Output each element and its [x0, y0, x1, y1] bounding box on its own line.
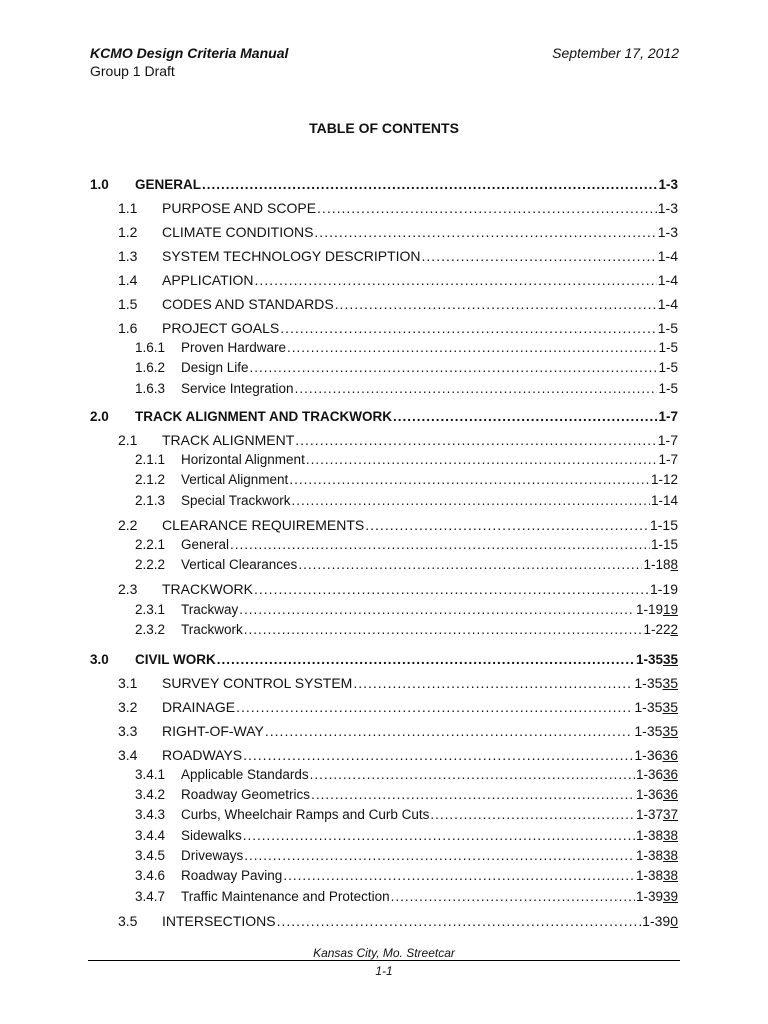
toc-entry-title: GENERAL [135, 177, 202, 192]
toc-entry-title: Traffic Maintenance and Protection [181, 889, 390, 904]
document-date: September 17, 2012 [552, 45, 679, 61]
toc-entry-number: 1.6.2 [135, 360, 166, 375]
toc-entry[interactable] [135, 471, 678, 489]
toc-entry[interactable] [135, 339, 678, 357]
toc-entry-page-revision: 36 [662, 767, 678, 782]
toc-entry-title: Trackwork [181, 622, 243, 637]
toc-entry-page-revision: 35 [662, 675, 678, 691]
toc-dot-leader [335, 295, 657, 313]
toc-entry[interactable] [118, 516, 678, 534]
toc-entry-number: 3.4.4 [135, 828, 166, 843]
toc-dot-leader [243, 746, 633, 764]
toc-entry-number: 2.2 [118, 517, 138, 533]
toc-entry-page: 1-18 [643, 557, 671, 572]
toc-entry-page: 1-14 [650, 493, 678, 508]
toc-entry-page: 1-38 [635, 848, 663, 863]
toc-entry[interactable] [118, 746, 678, 764]
toc-entry-page: 1-39 [635, 889, 663, 904]
toc-entry[interactable] [118, 912, 678, 930]
toc-dot-leader [393, 408, 658, 426]
footer-page-number: 1-1 [375, 964, 393, 978]
toc-entry-page: 1-35 [634, 723, 663, 739]
toc-dot-leader [353, 674, 633, 692]
toc-entry-number: 1.6.3 [135, 381, 166, 396]
toc-entry-number: 3.0 [90, 652, 109, 667]
toc-entry-title: DRAINAGE [162, 699, 236, 715]
toc-entry-number: 3.4.1 [135, 767, 166, 782]
toc-entry-number: 1.0 [90, 177, 109, 192]
toc-entry-page-revision: 0 [670, 913, 678, 929]
toc-entry[interactable] [135, 380, 678, 398]
toc-dot-leader [239, 601, 635, 619]
toc-entry-page-revision: 38 [662, 848, 678, 863]
toc-entry-number: 3.4.7 [135, 889, 166, 904]
toc-entry-title: Driveways [181, 848, 244, 863]
toc-entry-title: General [181, 537, 230, 552]
toc-entry-title: TRACK ALIGNMENT AND TRACKWORK [135, 409, 392, 424]
document-title: KCMO Design Criteria Manual [90, 45, 289, 61]
toc-dot-leader [277, 912, 642, 930]
toc-entry-page-revision: 38 [662, 868, 678, 883]
toc-entry-number: 1.1 [118, 200, 138, 216]
toc-dot-leader [317, 199, 657, 217]
toc-entry-title: Applicable Standards [181, 767, 309, 782]
toc-dot-leader [254, 580, 649, 598]
toc-entry-page-revision: 36 [662, 747, 678, 763]
toc-entry-page-revision: 8 [670, 557, 678, 572]
toc-entry-page: 1-7 [658, 452, 678, 467]
toc-entry-page: 1-15 [649, 517, 678, 533]
toc-entry-page-revision: 35 [662, 723, 678, 739]
toc-entry-number: 3.4.6 [135, 868, 166, 883]
toc-entry-page: 1-4 [657, 248, 678, 264]
toc-entry-page: 1-3 [658, 177, 678, 192]
toc-entry-page: 1-36 [635, 787, 663, 802]
toc-entry[interactable] [135, 556, 678, 574]
toc-entry-title: Roadway Paving [181, 868, 283, 883]
toc-entry-number: 2.3.2 [135, 622, 166, 637]
toc-entry-number: 1.6 [118, 320, 138, 336]
toc-entry-title: CODES AND STANDARDS [162, 296, 334, 312]
toc-entry-page: 1-7 [657, 432, 678, 448]
toc-entry[interactable] [118, 271, 678, 289]
toc-entry-page: 1-35 [634, 699, 663, 715]
toc-entry-number: 3.4.5 [135, 848, 166, 863]
toc-entry[interactable] [118, 319, 678, 337]
toc-dot-leader [422, 247, 657, 265]
toc-entry-page: 1-38 [635, 868, 663, 883]
document-subtitle: Group 1 Draft [90, 63, 175, 79]
toc-entry-title: Sidewalks [181, 828, 242, 843]
toc-entry-page-revision: 37 [662, 807, 678, 822]
toc-entry-title: PURPOSE AND SCOPE [162, 200, 317, 216]
toc-entry[interactable] [90, 651, 678, 669]
toc-dot-leader [298, 556, 642, 574]
toc-entry-title: SURVEY CONTROL SYSTEM [162, 675, 353, 691]
toc-entry-title: Service Integration [181, 381, 294, 396]
toc-entry-page: 1-37 [635, 807, 663, 822]
toc-entry-title: Roadway Geometrics [181, 787, 311, 802]
toc-entry-page-revision: 2 [670, 622, 678, 637]
toc-entry[interactable] [90, 408, 678, 426]
toc-entry-number: 3.3 [118, 723, 138, 739]
toc-dot-leader [365, 516, 649, 534]
toc-entry-number: 3.4 [118, 747, 138, 763]
toc-dot-leader [236, 698, 633, 716]
toc-entry-number: 1.6.1 [135, 340, 166, 355]
toc-entry-page: 1-4 [657, 296, 678, 312]
toc-dot-leader [391, 888, 635, 906]
toc-entry-title: ROADWAYS [162, 747, 243, 763]
toc-entry-title: CLEARANCE REQUIREMENTS [162, 517, 365, 533]
toc-entry[interactable] [118, 247, 678, 265]
toc-entry[interactable] [90, 176, 678, 194]
toc-dot-leader [243, 827, 635, 845]
toc-dot-leader [265, 722, 634, 740]
toc-entry-page-revision: 39 [662, 889, 678, 904]
toc-entry-number: 2.3 [118, 581, 138, 597]
toc-entry-number: 3.4.3 [135, 807, 166, 822]
toc-entry[interactable] [135, 536, 678, 554]
toc-entry[interactable] [135, 492, 678, 510]
toc-entry[interactable] [118, 295, 678, 313]
toc-entry-page: 1-36 [634, 747, 663, 763]
toc-entry[interactable] [118, 580, 678, 598]
toc-dot-leader [280, 319, 657, 337]
toc-dot-leader [244, 621, 643, 639]
toc-dot-leader [287, 339, 657, 357]
toc-entry-page: 1-5 [658, 381, 678, 396]
toc-entry-title: TRACK ALIGNMENT [162, 432, 295, 448]
toc-entry-title: INTERSECTIONS [162, 913, 276, 929]
toc-entry-page: 1-5 [658, 360, 678, 375]
toc-entry-title: RIGHT-OF-WAY [162, 723, 264, 739]
toc-entry-page: 1-19 [635, 602, 663, 617]
toc-entry-title: Horizontal Alignment [181, 452, 305, 467]
footer-text: Kansas City, Mo. Streetcar [313, 946, 455, 960]
toc-dot-leader [292, 492, 650, 510]
toc-entry[interactable] [135, 359, 678, 377]
toc-entry-page: 1-15 [650, 537, 678, 552]
toc-entry-page: 1-35 [635, 652, 663, 667]
toc-entry-number: 3.4.2 [135, 787, 166, 802]
toc-entry-number: 2.2.1 [135, 537, 166, 552]
toc-entry-title: CIVIL WORK [135, 652, 216, 667]
toc-entry-title: Proven Hardware [181, 340, 287, 355]
toc-entry-title: Trackway [181, 602, 239, 617]
toc-dot-leader [289, 471, 650, 489]
toc-entry-page-revision: 35 [662, 652, 678, 667]
toc-dot-leader [295, 431, 657, 449]
toc-entry[interactable] [135, 786, 678, 804]
footer-divider [88, 960, 680, 961]
toc-entry[interactable] [135, 451, 678, 469]
toc-dot-leader [295, 380, 658, 398]
toc-entry-number: 1.3 [118, 248, 138, 264]
toc-dot-leader [283, 867, 635, 885]
toc-entry-number: 1.2 [118, 224, 138, 240]
toc-heading: TABLE OF CONTENTS [309, 120, 459, 136]
toc-entry-number: 2.0 [90, 409, 109, 424]
toc-dot-leader [255, 271, 657, 289]
toc-entry[interactable] [118, 722, 678, 740]
toc-entry-page: 1-3 [657, 200, 678, 216]
toc-entry[interactable] [118, 674, 678, 692]
toc-entry-title: PROJECT GOALS [162, 320, 280, 336]
toc-entry-number: 2.3.1 [135, 602, 166, 617]
toc-entry-page: 1-22 [643, 622, 671, 637]
toc-entry-page-revision: 36 [662, 787, 678, 802]
toc-entry-title: Design Life [181, 360, 249, 375]
toc-entry-page-revision: 38 [662, 828, 678, 843]
toc-entry-title: Vertical Alignment [181, 472, 289, 487]
toc-dot-leader [310, 766, 635, 784]
toc-entry-page: 1-4 [657, 272, 678, 288]
toc-dot-leader [217, 651, 635, 669]
toc-dot-leader [314, 223, 656, 241]
toc-entry-title: Curbs, Wheelchair Ramps and Curb Cuts [181, 807, 430, 822]
toc-entry-number: 2.1.3 [135, 493, 166, 508]
toc-entry-number: 3.5 [118, 913, 138, 929]
toc-dot-leader [430, 806, 635, 824]
toc-entry[interactable] [118, 431, 678, 449]
toc-entry-page: 1-36 [635, 767, 663, 782]
toc-entry-page: 1-7 [658, 409, 678, 424]
toc-entry-page: 1-5 [657, 320, 678, 336]
toc-entry-title: SYSTEM TECHNOLOGY DESCRIPTION [162, 248, 421, 264]
toc-dot-leader [202, 176, 657, 194]
toc-entry-page: 1-3 [657, 224, 678, 240]
toc-entry-title: CLIMATE CONDITIONS [162, 224, 314, 240]
toc-entry-number: 2.2.2 [135, 557, 166, 572]
toc-entry-title: Special Trackwork [181, 493, 291, 508]
toc-entry-page: 1-12 [650, 472, 678, 487]
toc-entry-page: 1-35 [634, 675, 663, 691]
toc-entry[interactable] [135, 867, 678, 885]
toc-entry-page: 1-5 [658, 340, 678, 355]
toc-entry-number: 3.1 [118, 675, 138, 691]
toc-entry[interactable] [135, 847, 678, 865]
toc-dot-leader [244, 847, 635, 865]
toc-entry-number: 3.2 [118, 699, 138, 715]
toc-entry-title: Vertical Clearances [181, 557, 298, 572]
toc-dot-leader [306, 451, 658, 469]
toc-entry[interactable] [118, 223, 678, 241]
toc-entry-number: 2.1.2 [135, 472, 166, 487]
toc-entry[interactable] [135, 806, 678, 824]
toc-entry-page: 1-39 [642, 913, 671, 929]
toc-entry[interactable] [135, 601, 678, 619]
toc-dot-leader [311, 786, 635, 804]
toc-entry-number: 1.5 [118, 296, 138, 312]
toc-entry[interactable] [135, 888, 678, 906]
toc-entry-page-revision: 35 [662, 699, 678, 715]
toc-entry-page: 1-19 [649, 581, 678, 597]
toc-entry-number: 1.4 [118, 272, 138, 288]
toc-entry[interactable] [118, 199, 678, 217]
toc-entry[interactable] [135, 827, 678, 845]
toc-entry-page: 1-38 [635, 828, 663, 843]
toc-entry-title: APPLICATION [162, 272, 254, 288]
toc-dot-leader [250, 359, 658, 377]
toc-entry-number: 2.1 [118, 432, 138, 448]
toc-entry[interactable] [135, 766, 678, 784]
toc-dot-leader [230, 536, 650, 554]
toc-entry[interactable] [118, 698, 678, 716]
toc-entry-page-revision: 19 [662, 602, 678, 617]
toc-entry[interactable] [135, 621, 678, 639]
toc-entry-title: TRACKWORK [162, 581, 253, 597]
toc-entry-number: 2.1.1 [135, 452, 166, 467]
